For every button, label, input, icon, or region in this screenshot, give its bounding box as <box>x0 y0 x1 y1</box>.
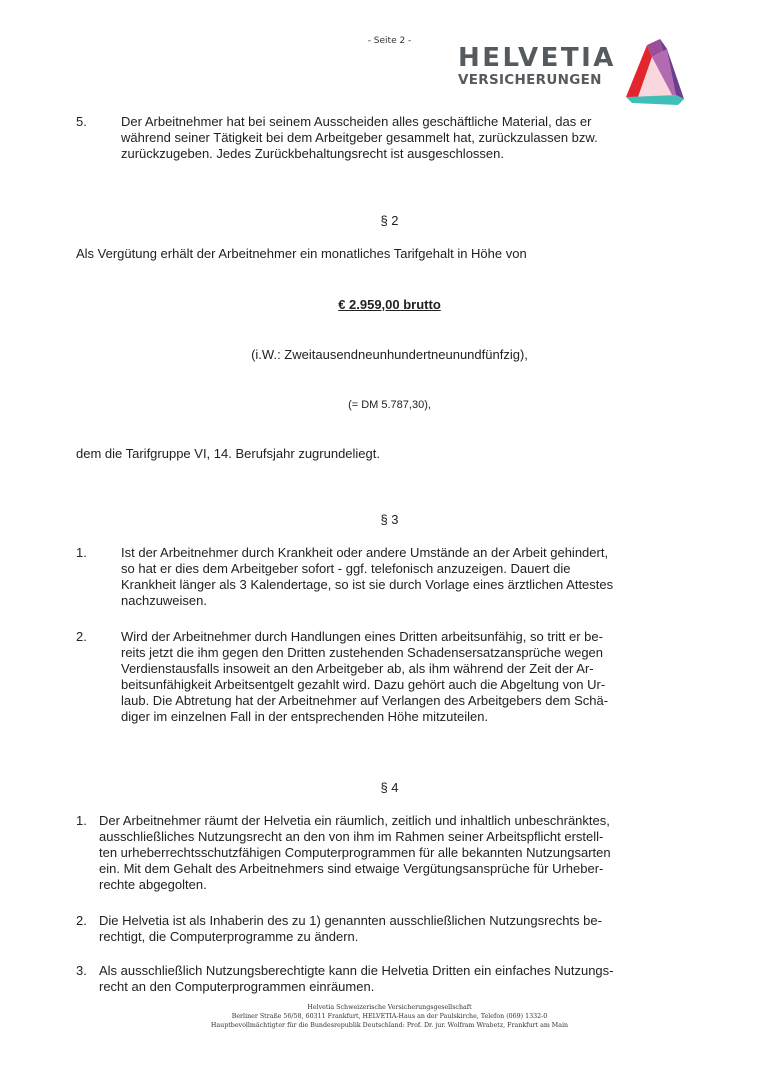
text-line: Krankheit länger als 3 Kalendertage, so ist sie durch Vorlage eines ärztlichen Attestes <box>121 577 614 592</box>
page-number: - Seite 2 - <box>367 36 412 46</box>
text-line: nachzuweisen. <box>121 593 207 608</box>
text-line: rechtigt, die Computerprogramme zu ändern. <box>99 929 359 944</box>
text-line: Der Arbeitnehmer räumt der Helvetia ein räumlich, zeitlich und inhaltlich unbeschränktes, <box>99 813 610 828</box>
footer-address: Berliner Straße 56/58, 60311 Frankfurt, HELVETIA-Haus an der Paulskirche, Telefon (069) 1332-0 <box>231 1013 548 1020</box>
text-line: diger im einzelnen Fall in der entsprechenden Höhe mitzuteilen. <box>121 709 489 724</box>
item-number: 3. <box>76 963 87 978</box>
text-line: während seiner Tätigkeit bei dem Arbeitgeber gesammelt hat, zurückzulassen bzw. <box>121 130 598 145</box>
logo-subline: VERSICHERUNGEN <box>458 72 602 88</box>
section-heading: § 3 <box>380 512 399 527</box>
text-line: Ist der Arbeitnehmer durch Krankheit oder andere Umstände an der Arbeit gehindert, <box>121 545 609 560</box>
text-line: beitsunfähigkeit Arbeitsentgelt gezahlt wird. Dazu gehört auch die Abgeltung von Ur- <box>121 677 606 692</box>
clause-sickness <box>121 545 669 609</box>
footer <box>0 1003 779 1030</box>
salary-amount: € 2.959,00 brutto <box>338 297 441 312</box>
text-line: Als ausschließlich Nutzungsberechtigte kann die Helvetia Dritten ein einfaches Nutzungs- <box>99 963 614 978</box>
text-line: recht an den Computerprogrammen einräumen. <box>99 979 375 994</box>
tariff-group: dem die Tarifgruppe VI, 14. Berufsjahr zugrundeliegt. <box>76 446 380 461</box>
text-line: laub. Die Abtretung hat der Arbeitnehmer auf Verlangen des Arbeitgebers dem Schä- <box>121 693 609 708</box>
clause-third-party-damages <box>121 629 669 725</box>
salary-intro: Als Vergütung erhält der Arbeitnehmer ein monatliches Tarifgehalt in Höhe von <box>76 246 527 261</box>
item-number: 5. <box>76 114 87 129</box>
salary-amount-row <box>0 296 779 314</box>
section-heading: § 2 <box>380 213 399 228</box>
item-number: 2. <box>76 913 87 928</box>
clause-third-party-license <box>99 963 669 995</box>
text-line: Die Helvetia ist als Inhaberin des zu 1) genannten ausschließlichen Nutzungsrechts be- <box>99 913 602 928</box>
text-line: rechte abgegolten. <box>99 877 207 892</box>
text-line: Wird der Arbeitnehmer durch Handlungen eines Dritten arbeitsunfähig, so tritt er be- <box>121 629 603 644</box>
text-line: ausschließliches Nutzungsrecht an den von ihm im Rahmen seiner Arbeitspflicht erstell- <box>99 829 604 844</box>
text-line: zurückzugeben. Jedes Zurückbehaltungsrecht ist ausgeschlossen. <box>121 146 504 161</box>
clause-usage-rights <box>99 813 669 893</box>
salary-in-words: (i.W.: Zweitausendneunhundertneunundfünfzig), <box>251 347 528 362</box>
text-line: Der Arbeitnehmer hat bei seinem Ausscheiden alles geschäftliche Material, das er <box>121 114 592 129</box>
section-heading: § 4 <box>380 780 399 795</box>
text-line: Verdienstausfalls insoweit an den Arbeitgeber ab, als ihm während der Zeit der Ar- <box>121 661 594 676</box>
salary-dm: (= DM 5.787,30), <box>348 399 431 411</box>
text-line: reits jetzt die ihm gegen den Dritten zustehenden Schadensersatzansprüche wegen <box>121 645 604 660</box>
item-number: 1. <box>76 545 87 560</box>
footer-representative: Hauptbevollmächtigter für die Bundesrepublik Deutschland: Prof. Dr. jur. Wolfram Wrabetz, Frankfurt am Main <box>210 1022 569 1029</box>
helvetia-logo-text <box>458 44 616 89</box>
item-number: 2. <box>76 629 87 644</box>
helvetia-logo-mark-icon <box>620 37 686 105</box>
clause-material-return <box>121 114 669 162</box>
text-line: so hat er dies dem Arbeitgeber sofort - ggf. telefonisch anzuzeigen. Dauert die <box>121 561 571 576</box>
text-line: ten urheberrechtsschutzfähigen Computerprogrammen für alle bekannten Nutzungsarten <box>99 845 611 860</box>
text-line: ein. Mit dem Gehalt des Arbeitnehmers sind etwaige Vergütungsansprüche für Urheber- <box>99 861 604 876</box>
clause-modification-right <box>99 913 669 945</box>
item-number: 1. <box>76 813 87 828</box>
footer-company: Helvetia Schweizerische Versicherungsgesellschaft <box>307 1004 472 1011</box>
logo-wordmark: HELVETIA <box>458 43 616 73</box>
